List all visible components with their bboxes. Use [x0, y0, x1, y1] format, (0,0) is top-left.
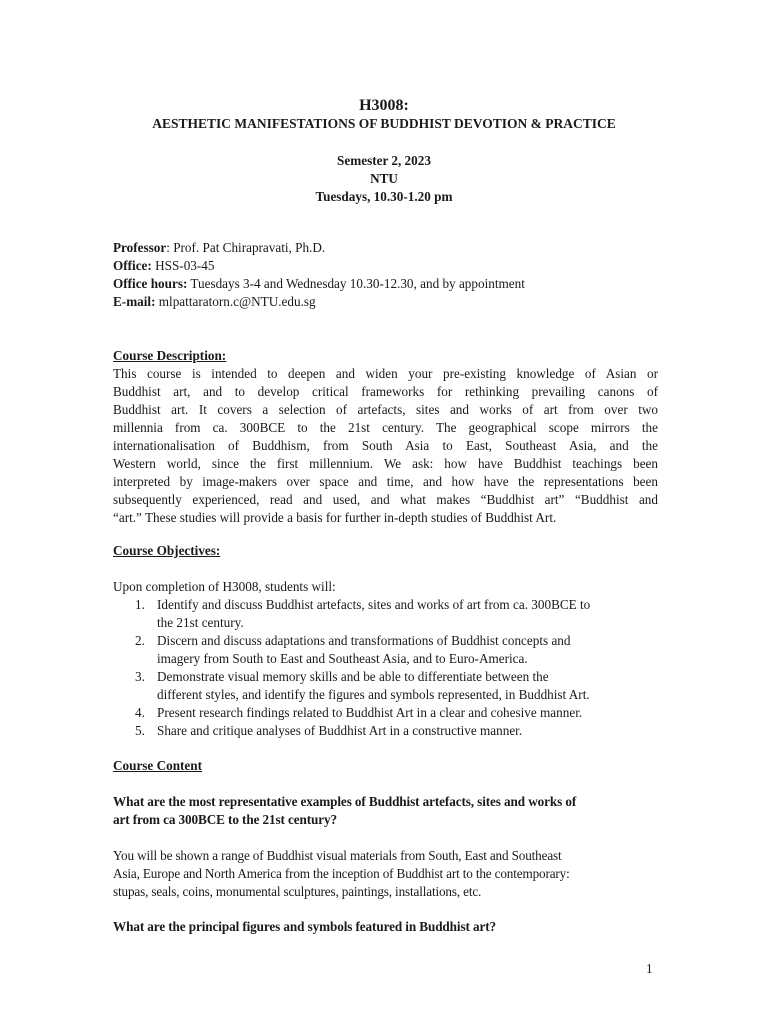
description-line: Western world, since the first millennium. We ask: how have Buddhist teachings been [113, 456, 658, 471]
content-question-1 [113, 793, 658, 829]
email-value[interactable]: mlpattaratorn.c@NTU.edu.sg [155, 294, 316, 309]
page-number: 1 [646, 961, 653, 976]
professor-label: Professor [113, 240, 167, 255]
office-hours-line [113, 275, 658, 293]
objective-text: Identify and discuss Buddhist artefacts, sites and works of art from ca. 300BCE to [157, 597, 591, 612]
objectives-list [113, 596, 658, 740]
objective-text-cont: different styles, and identify the figures and symbols represented, in Buddhist Art. [157, 687, 590, 702]
description-heading: Course Description: [113, 348, 227, 363]
objective-text-cont: imagery from South to East and Southeast Asia, and to Euro-America. [157, 651, 528, 666]
course-title: AESTHETIC MANIFESTATIONS OF BUDDHIST DEVOTION & PRACTICE [152, 116, 616, 131]
objective-text-cont: the 21st century. [157, 615, 244, 630]
objective-text: Discern and discuss adaptations and transformations of Buddhist concepts and [157, 633, 571, 648]
description-line: Buddhist art, and to develop critical frameworks for rethinking prevailing canons of [113, 384, 658, 399]
content-paragraph-line: stupas, seals, coins, monumental sculptures, paintings, installations, etc. [113, 884, 482, 899]
description-line: subsequently experienced, read and used, and what makes “Buddhist art” “Buddhist and [113, 492, 658, 507]
objective-number: 1. [135, 597, 145, 612]
description-line: millennia from ca. 300BCE to the 21st century. The geographical scope mirrors the [113, 420, 658, 435]
description-line: internationalisation of Buddhism, from South Asia to East, Southeast Asia, and the [113, 438, 658, 453]
description-line: Buddhist art. It covers a selection of artefacts, sites and works of art from over two [113, 402, 658, 417]
professor-line [113, 239, 658, 257]
contact-info [113, 239, 658, 311]
objective-item [113, 596, 658, 632]
objectives-heading: Course Objectives: [113, 543, 221, 558]
content-heading: Course Content [113, 758, 203, 773]
office-hours-label: Office hours: [113, 276, 188, 291]
description-section [113, 347, 658, 527]
description-line: “art.” These studies will provide a basis for further in-depth studies of Buddhist Art. [113, 510, 557, 525]
objective-number: 5. [135, 723, 145, 738]
objective-text: Demonstrate visual memory skills and be able to differentiate between the [157, 669, 549, 684]
content-question-2: What are the principal figures and symbols featured in Buddhist art? [113, 919, 497, 934]
objectives-section [113, 542, 658, 560]
description-line: interpreted by image-makers over space and time, and how have the representations been [113, 474, 658, 489]
office-line [113, 257, 658, 275]
description-body [113, 365, 658, 527]
description-line: This course is intended to deepen and widen your pre-existing knowledge of Asian or [113, 366, 658, 381]
objective-number: 3. [135, 669, 145, 684]
question-1-line: art from ca 300BCE to the 21st century? [113, 812, 338, 827]
semester: Semester 2, 2023 [337, 153, 431, 168]
course-code: H3008: [359, 97, 409, 114]
objectives-list-block [113, 578, 658, 740]
office-value: HSS-03-45 [151, 258, 215, 273]
content-paragraph [113, 847, 658, 901]
objectives-intro: Upon completion of H3008, students will: [113, 579, 336, 594]
objective-item [113, 668, 658, 704]
content-paragraph-line: You will be shown a range of Buddhist visual materials from South, East and Southeast [113, 848, 562, 863]
objective-item [113, 704, 658, 722]
institution: NTU [370, 171, 398, 186]
content-paragraph-line: Asia, Europe and North America from the inception of Buddhist art to the contemporary: [113, 866, 570, 881]
course-meta [0, 152, 768, 206]
objective-item [113, 632, 658, 668]
email-line [113, 293, 658, 311]
email-label: E-mail: [113, 294, 156, 309]
office-label: Office: [113, 258, 152, 273]
office-hours-value: Tuesdays 3-4 and Wednesday 10.30-12.30, and by appointment [187, 276, 525, 291]
objective-number: 4. [135, 705, 145, 720]
objective-item [113, 722, 658, 740]
professor-value: : Prof. Pat Chirapravati, Ph.D. [166, 240, 326, 255]
content-section [113, 757, 658, 775]
objective-number: 2. [135, 633, 145, 648]
objective-text: Share and critique analyses of Buddhist Art in a constructive manner. [157, 723, 523, 738]
question-1-line: What are the most representative examples of Buddhist artefacts, sites and works of [113, 794, 577, 809]
objective-text: Present research findings related to Buddhist Art in a clear and cohesive manner. [157, 705, 583, 720]
schedule: Tuesdays, 10.30-1.20 pm [315, 189, 453, 204]
